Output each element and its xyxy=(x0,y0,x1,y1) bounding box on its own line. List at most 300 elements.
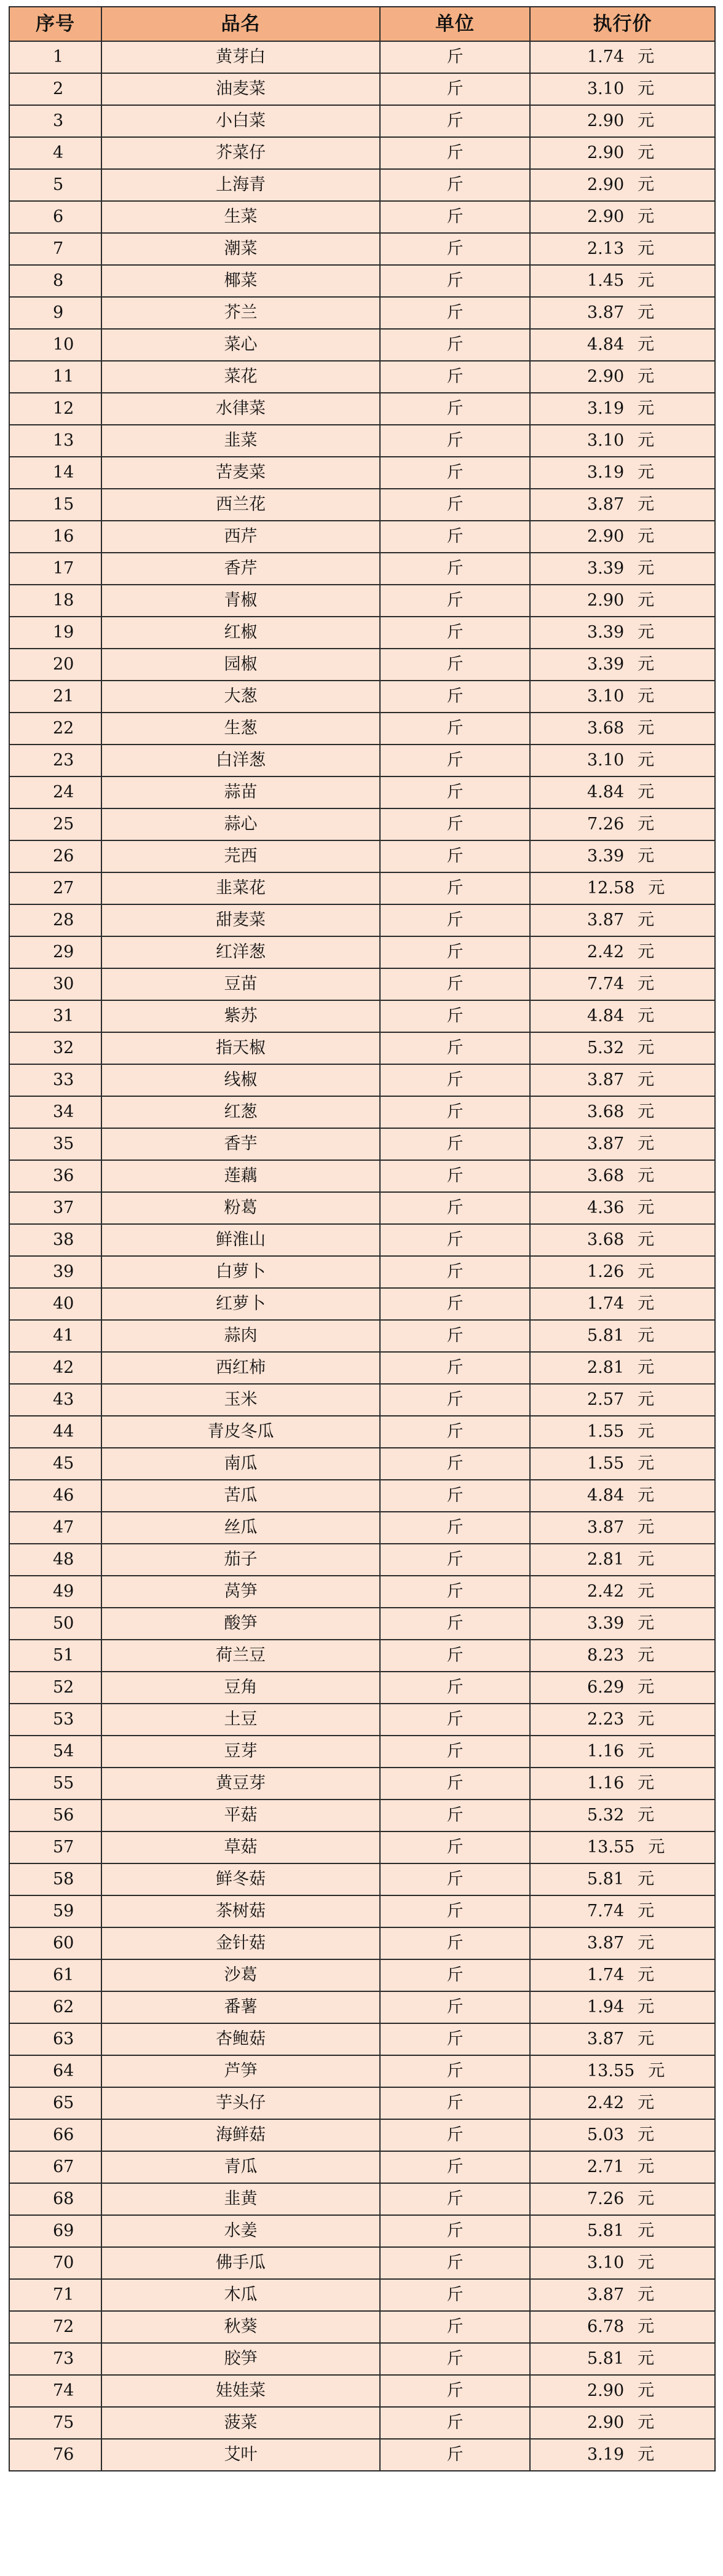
currency-unit: 元 xyxy=(638,1198,655,1217)
price-cell xyxy=(530,1480,715,1512)
unit: 斤 xyxy=(380,1863,530,1895)
row-index: 37 xyxy=(9,1192,101,1224)
table-row xyxy=(9,1256,715,1288)
currency-unit: 元 xyxy=(638,1070,655,1089)
row-index: 65 xyxy=(9,2087,101,2119)
unit: 斤 xyxy=(380,1672,530,1704)
price-value: 3.87 xyxy=(587,2029,625,2049)
unit: 斤 xyxy=(380,1032,530,1064)
table-row xyxy=(9,73,715,105)
table-row xyxy=(9,1416,715,1448)
table-row xyxy=(9,329,715,361)
price-cell xyxy=(530,2023,715,2055)
currency-unit: 元 xyxy=(638,1038,655,1057)
currency-unit: 元 xyxy=(638,591,655,610)
product-name: 木瓜 xyxy=(101,2279,380,2311)
product-name: 黄芽白 xyxy=(101,41,380,73)
price-value: 3.19 xyxy=(587,463,625,482)
row-index: 49 xyxy=(9,1576,101,1608)
product-name: 园椒 xyxy=(101,649,380,681)
price-value: 3.68 xyxy=(587,719,625,738)
price-value: 1.74 xyxy=(587,1966,625,1985)
currency-unit: 元 xyxy=(638,303,655,322)
table-row xyxy=(9,2151,715,2183)
product-name: 苦瓜 xyxy=(101,1480,380,1512)
price-cell xyxy=(530,2247,715,2279)
table-row xyxy=(9,1000,715,1032)
price-value: 3.10 xyxy=(587,2253,625,2272)
table-row xyxy=(9,1320,715,1352)
price-value: 1.16 xyxy=(587,1774,625,1793)
table-row xyxy=(9,617,715,649)
currency-unit: 元 xyxy=(638,1678,655,1697)
price-value: 2.57 xyxy=(587,1390,625,1409)
product-name: 韭菜花 xyxy=(101,872,380,904)
table-row xyxy=(9,840,715,872)
row-index: 70 xyxy=(9,2247,101,2279)
table-row xyxy=(9,457,715,489)
unit: 斤 xyxy=(380,521,530,553)
table-row xyxy=(9,553,715,585)
unit: 斤 xyxy=(380,1000,530,1032)
price-cell xyxy=(530,233,715,265)
product-name: 芥兰 xyxy=(101,297,380,329)
row-index: 50 xyxy=(9,1608,101,1640)
price-cell xyxy=(530,872,715,904)
table-row xyxy=(9,1768,715,1800)
product-name: 粉葛 xyxy=(101,1192,380,1224)
price-value: 5.03 xyxy=(587,2125,625,2144)
table-row xyxy=(9,1448,715,1480)
currency-unit: 元 xyxy=(638,2349,655,2368)
unit: 斤 xyxy=(380,2087,530,2119)
price-value: 5.81 xyxy=(587,2221,625,2240)
price-value: 1.55 xyxy=(587,1422,625,1441)
row-index: 8 xyxy=(9,265,101,297)
row-index: 41 xyxy=(9,1320,101,1352)
price-value: 3.87 xyxy=(587,2285,625,2304)
price-value: 7.26 xyxy=(587,2189,625,2208)
price-cell xyxy=(530,936,715,968)
currency-unit: 元 xyxy=(638,495,655,514)
unit: 斤 xyxy=(380,2311,530,2343)
unit: 斤 xyxy=(380,1224,530,1256)
header-name: 品名 xyxy=(101,7,380,41)
unit: 斤 xyxy=(380,1256,530,1288)
row-index: 27 xyxy=(9,872,101,904)
row-index: 9 xyxy=(9,297,101,329)
product-name: 秋葵 xyxy=(101,2311,380,2343)
price-cell xyxy=(530,137,715,169)
currency-unit: 元 xyxy=(638,1934,655,1953)
row-index: 17 xyxy=(9,553,101,585)
table-row xyxy=(9,1736,715,1768)
unit: 斤 xyxy=(380,1160,530,1192)
currency-unit: 元 xyxy=(638,1294,655,1313)
unit: 斤 xyxy=(380,137,530,169)
product-name: 上海青 xyxy=(101,169,380,201)
unit: 斤 xyxy=(380,2343,530,2375)
price-cell xyxy=(530,201,715,233)
currency-unit: 元 xyxy=(638,847,655,866)
price-value: 3.39 xyxy=(587,847,625,866)
row-index: 46 xyxy=(9,1480,101,1512)
row-index: 75 xyxy=(9,2407,101,2439)
unit: 斤 xyxy=(380,329,530,361)
row-index: 19 xyxy=(9,617,101,649)
price-value: 5.81 xyxy=(587,2349,625,2368)
table-row xyxy=(9,1640,715,1672)
table-row xyxy=(9,169,715,201)
price-value: 2.81 xyxy=(587,1358,625,1377)
row-index: 59 xyxy=(9,1895,101,1927)
currency-unit: 元 xyxy=(638,2093,655,2112)
product-name: 水姜 xyxy=(101,2215,380,2247)
unit: 斤 xyxy=(380,425,530,457)
unit: 斤 xyxy=(380,233,530,265)
product-name: 佛手瓜 xyxy=(101,2247,380,2279)
table-row xyxy=(9,2215,715,2247)
unit: 斤 xyxy=(380,776,530,808)
row-index: 44 xyxy=(9,1416,101,1448)
row-index: 47 xyxy=(9,1512,101,1544)
unit: 斤 xyxy=(380,2247,530,2279)
row-index: 40 xyxy=(9,1288,101,1320)
table-row xyxy=(9,233,715,265)
currency-unit: 元 xyxy=(638,175,655,194)
product-name: 鲜淮山 xyxy=(101,1224,380,1256)
product-name: 菠菜 xyxy=(101,2407,380,2439)
price-value: 3.39 xyxy=(587,559,625,578)
currency-unit: 元 xyxy=(638,47,655,66)
unit: 斤 xyxy=(380,2375,530,2407)
price-cell xyxy=(530,2151,715,2183)
currency-unit: 元 xyxy=(638,2029,655,2049)
product-name: 菜花 xyxy=(101,361,380,393)
price-value: 3.10 xyxy=(587,751,625,770)
price-cell xyxy=(530,904,715,936)
price-cell xyxy=(530,1512,715,1544)
table-row xyxy=(9,265,715,297)
table-body xyxy=(9,41,715,2471)
price-cell xyxy=(530,2215,715,2247)
currency-unit: 元 xyxy=(638,271,655,290)
unit: 斤 xyxy=(380,2055,530,2087)
product-name: 豆角 xyxy=(101,1672,380,1704)
row-index: 38 xyxy=(9,1224,101,1256)
unit: 斤 xyxy=(380,1800,530,1831)
unit: 斤 xyxy=(380,1608,530,1640)
price-value: 7.74 xyxy=(587,1902,625,1921)
price-value: 1.26 xyxy=(587,1262,625,1281)
row-index: 71 xyxy=(9,2279,101,2311)
table-row xyxy=(9,2343,715,2375)
product-name: 玉米 xyxy=(101,1384,380,1416)
row-index: 42 xyxy=(9,1352,101,1384)
price-value: 5.32 xyxy=(587,1806,625,1825)
unit: 斤 xyxy=(380,1736,530,1768)
price-cell xyxy=(530,2279,715,2311)
unit: 斤 xyxy=(380,73,530,105)
product-name: 青椒 xyxy=(101,585,380,617)
currency-unit: 元 xyxy=(638,1646,655,1665)
currency-unit: 元 xyxy=(638,1774,655,1793)
price-cell xyxy=(530,2087,715,2119)
table-row xyxy=(9,681,715,713)
row-index: 14 xyxy=(9,457,101,489)
price-cell xyxy=(530,489,715,521)
product-name: 大葱 xyxy=(101,681,380,713)
price-value: 2.71 xyxy=(587,2157,625,2176)
currency-unit: 元 xyxy=(638,1262,655,1281)
unit: 斤 xyxy=(380,2151,530,2183)
row-index: 34 xyxy=(9,1096,101,1128)
unit: 斤 xyxy=(380,1352,530,1384)
product-name: 青瓜 xyxy=(101,2151,380,2183)
table-row xyxy=(9,425,715,457)
price-cell xyxy=(530,1352,715,1384)
price-value: 3.87 xyxy=(587,911,625,930)
unit: 斤 xyxy=(380,1512,530,1544)
unit: 斤 xyxy=(380,1320,530,1352)
price-cell xyxy=(530,1416,715,1448)
row-index: 52 xyxy=(9,1672,101,1704)
unit: 斤 xyxy=(380,489,530,521)
product-name: 豆苗 xyxy=(101,968,380,1000)
price-value: 13.55 xyxy=(587,1838,635,1857)
currency-unit: 元 xyxy=(638,1358,655,1377)
row-index: 11 xyxy=(9,361,101,393)
price-cell xyxy=(530,745,715,776)
currency-unit: 元 xyxy=(638,687,655,706)
product-name: 芋头仔 xyxy=(101,2087,380,2119)
unit: 斤 xyxy=(380,968,530,1000)
currency-unit: 元 xyxy=(638,911,655,930)
table-row xyxy=(9,968,715,1000)
price-value: 3.10 xyxy=(587,687,625,706)
row-index: 67 xyxy=(9,2151,101,2183)
price-cell xyxy=(530,329,715,361)
currency-unit: 元 xyxy=(648,2061,665,2080)
unit: 斤 xyxy=(380,1927,530,1959)
price-value: 2.90 xyxy=(587,591,625,610)
table-row xyxy=(9,649,715,681)
currency-unit: 元 xyxy=(638,79,655,98)
currency-unit: 元 xyxy=(638,942,655,962)
row-index: 63 xyxy=(9,2023,101,2055)
row-index: 23 xyxy=(9,745,101,776)
price-value: 4.84 xyxy=(587,1486,625,1505)
price-cell xyxy=(530,1448,715,1480)
price-value: 2.42 xyxy=(587,1582,625,1601)
row-index: 10 xyxy=(9,329,101,361)
table-row xyxy=(9,2247,715,2279)
product-name: 豆芽 xyxy=(101,1736,380,1768)
table-row xyxy=(9,1576,715,1608)
row-index: 21 xyxy=(9,681,101,713)
price-cell xyxy=(530,105,715,137)
table-row xyxy=(9,521,715,553)
currency-unit: 元 xyxy=(638,527,655,546)
price-cell xyxy=(530,808,715,840)
row-index: 29 xyxy=(9,936,101,968)
price-cell xyxy=(530,1831,715,1863)
currency-unit: 元 xyxy=(648,1838,665,1857)
currency-unit: 元 xyxy=(638,2221,655,2240)
currency-unit: 元 xyxy=(638,751,655,770)
row-index: 64 xyxy=(9,2055,101,2087)
currency-unit: 元 xyxy=(638,1550,655,1569)
table-header xyxy=(9,7,715,41)
product-name: 鲜冬菇 xyxy=(101,1863,380,1895)
table-row xyxy=(9,1480,715,1512)
price-cell xyxy=(530,425,715,457)
price-cell xyxy=(530,840,715,872)
table-row xyxy=(9,1863,715,1895)
product-name: 白洋葱 xyxy=(101,745,380,776)
table-row xyxy=(9,2023,715,2055)
price-value: 1.55 xyxy=(587,1454,625,1473)
table-row xyxy=(9,585,715,617)
row-index: 72 xyxy=(9,2311,101,2343)
price-value: 1.45 xyxy=(587,271,625,290)
currency-unit: 元 xyxy=(638,1006,655,1025)
row-index: 53 xyxy=(9,1704,101,1736)
currency-unit: 元 xyxy=(648,879,665,898)
row-index: 39 xyxy=(9,1256,101,1288)
price-cell xyxy=(530,73,715,105)
row-index: 6 xyxy=(9,201,101,233)
price-cell xyxy=(530,553,715,585)
currency-unit: 元 xyxy=(638,1134,655,1153)
currency-unit: 元 xyxy=(638,1518,655,1537)
price-value: 6.29 xyxy=(587,1678,625,1697)
price-value: 7.74 xyxy=(587,974,625,994)
product-name: 韭菜 xyxy=(101,425,380,457)
product-name: 平菇 xyxy=(101,1800,380,1831)
unit: 斤 xyxy=(380,1192,530,1224)
unit: 斤 xyxy=(380,1704,530,1736)
currency-unit: 元 xyxy=(638,2381,655,2400)
product-name: 茄子 xyxy=(101,1544,380,1576)
currency-unit: 元 xyxy=(638,623,655,642)
unit: 斤 xyxy=(380,1959,530,1991)
currency-unit: 元 xyxy=(638,1710,655,1729)
currency-unit: 元 xyxy=(638,207,655,226)
unit: 斤 xyxy=(380,265,530,297)
product-name: 指天椒 xyxy=(101,1032,380,1064)
table-row xyxy=(9,808,715,840)
price-value: 2.90 xyxy=(587,367,625,386)
row-index: 5 xyxy=(9,169,101,201)
row-index: 18 xyxy=(9,585,101,617)
price-value: 4.84 xyxy=(587,335,625,354)
table-row xyxy=(9,1927,715,1959)
row-index: 48 xyxy=(9,1544,101,1576)
table-row xyxy=(9,1672,715,1704)
currency-unit: 元 xyxy=(638,815,655,834)
unit: 斤 xyxy=(380,1064,530,1096)
price-cell xyxy=(530,361,715,393)
currency-unit: 元 xyxy=(638,463,655,482)
table-row xyxy=(9,2279,715,2311)
table-row xyxy=(9,776,715,808)
price-value: 3.87 xyxy=(587,1070,625,1089)
unit: 斤 xyxy=(380,1640,530,1672)
product-name: 番薯 xyxy=(101,1991,380,2023)
product-name: 莴笋 xyxy=(101,1576,380,1608)
currency-unit: 元 xyxy=(638,431,655,450)
row-index: 55 xyxy=(9,1768,101,1800)
row-index: 76 xyxy=(9,2439,101,2471)
currency-unit: 元 xyxy=(638,1390,655,1409)
product-name: 蒜肉 xyxy=(101,1320,380,1352)
price-cell xyxy=(530,1000,715,1032)
currency-unit: 元 xyxy=(638,2253,655,2272)
unit: 斤 xyxy=(380,617,530,649)
currency-unit: 元 xyxy=(638,1806,655,1825)
price-cell xyxy=(530,1192,715,1224)
price-cell xyxy=(530,1800,715,1831)
product-name: 生葱 xyxy=(101,713,380,745)
row-index: 51 xyxy=(9,1640,101,1672)
product-name: 沙葛 xyxy=(101,1959,380,1991)
table-row xyxy=(9,1160,715,1192)
price-value: 3.19 xyxy=(587,2445,625,2464)
price-value: 3.10 xyxy=(587,79,625,98)
unit: 斤 xyxy=(380,1831,530,1863)
price-value: 3.87 xyxy=(587,495,625,514)
price-cell xyxy=(530,297,715,329)
price-value: 2.42 xyxy=(587,942,625,962)
product-name: 香芋 xyxy=(101,1128,380,1160)
currency-unit: 元 xyxy=(638,2189,655,2208)
table-row xyxy=(9,1704,715,1736)
price-value: 4.84 xyxy=(587,1006,625,1025)
table-row xyxy=(9,1831,715,1863)
row-index: 24 xyxy=(9,776,101,808)
price-value: 2.90 xyxy=(587,2381,625,2400)
price-cell xyxy=(530,1640,715,1672)
row-index: 54 xyxy=(9,1736,101,1768)
price-value: 3.87 xyxy=(587,1934,625,1953)
unit: 斤 xyxy=(380,745,530,776)
price-cell xyxy=(530,1544,715,1576)
table-row xyxy=(9,1192,715,1224)
table-row xyxy=(9,713,715,745)
price-cell xyxy=(530,41,715,73)
price-value: 7.26 xyxy=(587,815,625,834)
price-cell xyxy=(530,1736,715,1768)
price-value: 3.68 xyxy=(587,1230,625,1249)
product-name: 香芹 xyxy=(101,553,380,585)
price-value: 2.90 xyxy=(587,207,625,226)
price-cell xyxy=(530,2183,715,2215)
price-value: 4.36 xyxy=(587,1198,625,1217)
currency-unit: 元 xyxy=(638,2285,655,2304)
currency-unit: 元 xyxy=(638,2445,655,2464)
unit: 斤 xyxy=(380,457,530,489)
unit: 斤 xyxy=(380,840,530,872)
currency-unit: 元 xyxy=(638,1486,655,1505)
table-row xyxy=(9,2183,715,2215)
price-value: 5.81 xyxy=(587,1870,625,1889)
row-index: 16 xyxy=(9,521,101,553)
unit: 斤 xyxy=(380,936,530,968)
product-name: 青皮冬瓜 xyxy=(101,1416,380,1448)
row-index: 13 xyxy=(9,425,101,457)
unit: 斤 xyxy=(380,808,530,840)
